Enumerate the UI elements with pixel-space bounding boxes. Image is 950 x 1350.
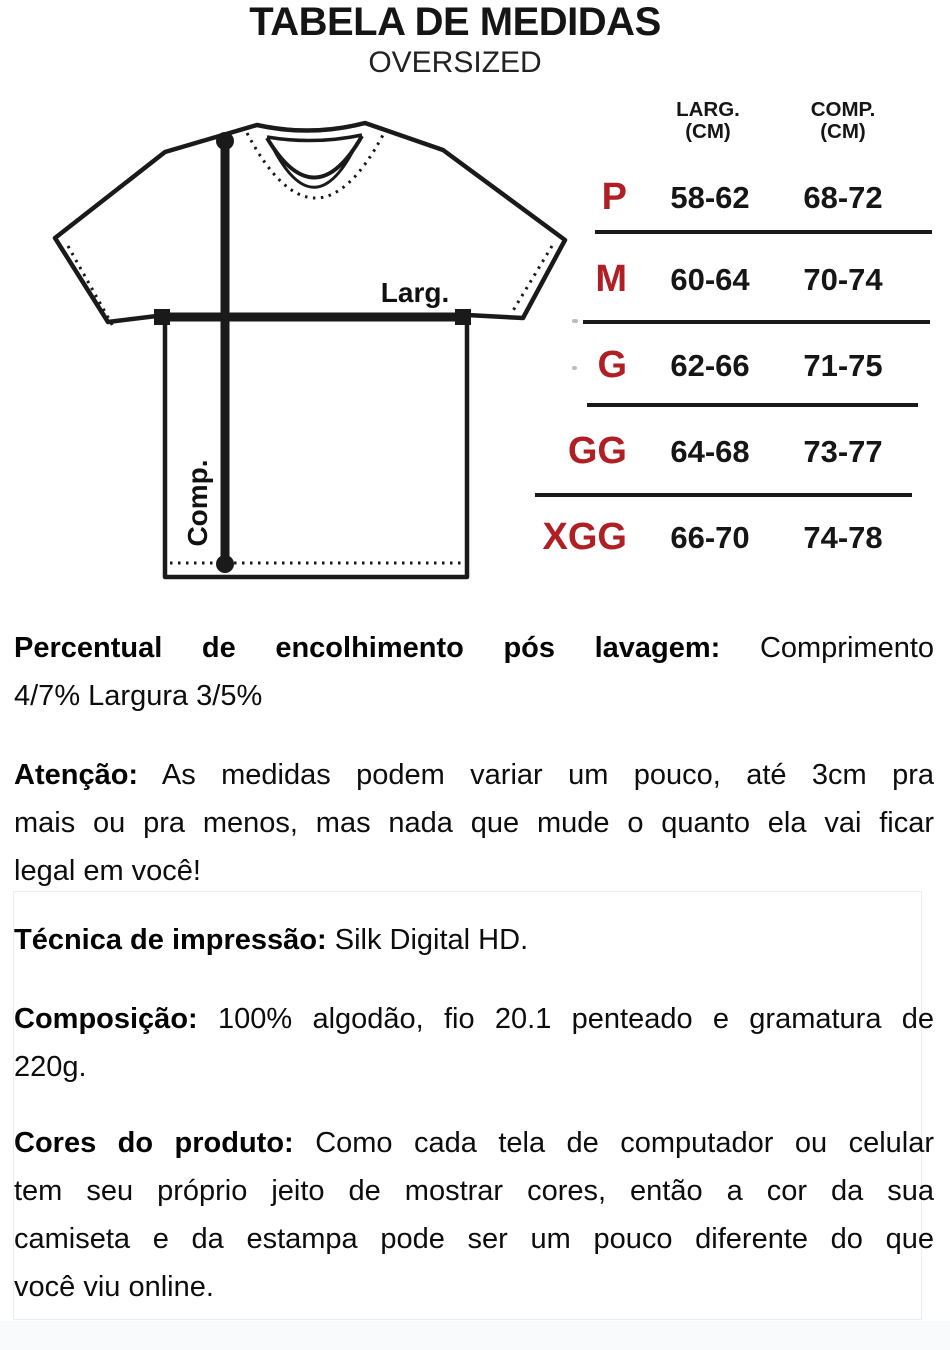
table-row-g <box>535 338 935 393</box>
colors-note-label: Cores do produto: <box>14 1127 294 1159</box>
largura-value: 62-66 <box>670 347 750 383</box>
comprimento-value: 68-72 <box>803 179 883 215</box>
technique-note-label: Técnica de impressão: <box>14 924 327 956</box>
length-measure-top-dot <box>216 132 234 150</box>
row-divider <box>583 320 930 324</box>
scan-speck <box>572 319 578 323</box>
comprimento-value: 73-77 <box>803 433 883 469</box>
composition-note-line: 220g. <box>14 1051 87 1083</box>
colors-note-line: Como cada tela de computador ou celular <box>315 1127 934 1159</box>
row-divider <box>595 230 932 234</box>
tshirt-measurement-diagram <box>30 95 590 607</box>
column-header-largura <box>648 99 768 143</box>
column-header-largura-title: LARG. <box>676 98 740 121</box>
size-label: XGG <box>542 516 627 558</box>
size-label: M <box>595 258 627 300</box>
colors-note <box>14 1119 934 1311</box>
largura-value: 58-62 <box>670 179 750 215</box>
colors-note-line: você viu online. <box>14 1271 214 1303</box>
table-row-gg <box>535 424 935 479</box>
largura-value: 66-70 <box>670 519 750 555</box>
comprimento-value: 74-78 <box>803 519 883 555</box>
colors-note-line: tem seu próprio jeito de mostrar cores, então a cor da sua <box>14 1175 934 1207</box>
column-header-comprimento-title: COMP. <box>810 98 876 121</box>
attention-note-line: As medidas podem variar um pouco, até 3cm pra <box>161 759 934 791</box>
table-row-p <box>535 170 935 225</box>
size-label: G <box>597 344 627 386</box>
attention-note-label: Atenção: <box>14 759 139 791</box>
page-title: TABELA DE MEDIDAS <box>249 0 661 44</box>
technique-note <box>14 916 934 964</box>
composition-note <box>14 995 934 1091</box>
technique-note-line: Silk Digital HD. <box>334 924 529 956</box>
width-measure-right-end <box>455 309 471 325</box>
attention-note-line: legal em você! <box>14 855 201 887</box>
attention-note-line: mais ou pra menos, mas nada que mude o quanto ela vai ficar <box>14 807 934 839</box>
row-divider <box>587 403 918 407</box>
shrinkage-note <box>14 624 934 720</box>
column-header-comprimento-unit: (CM) <box>820 120 866 143</box>
page-bottom-strip <box>0 1321 950 1350</box>
page-subtitle: OVERSIZED <box>368 46 542 79</box>
column-header-largura-unit: (CM) <box>685 120 731 143</box>
shrinkage-note-line: Comprimento <box>759 632 935 664</box>
comprimento-value: 70-74 <box>803 261 883 297</box>
composition-note-label: Composição: <box>14 1003 198 1035</box>
shrinkage-note-line: 4/7% Largura 3/5% <box>14 680 263 712</box>
size-label: P <box>601 176 627 218</box>
width-label: Larg. <box>380 277 450 308</box>
table-row-m <box>535 252 935 307</box>
colors-note-line: camiseta e da estampa pode ser um pouco diferente do que <box>14 1223 934 1255</box>
shrinkage-note-label: Percentual de encolhimento pós lavagem: <box>14 632 721 664</box>
size-label: GG <box>567 430 627 472</box>
length-measure-bottom-dot <box>216 555 234 573</box>
composition-note-line: 100% algodão, fio 20.1 penteado e gramatura de <box>217 1003 934 1035</box>
row-divider <box>535 493 912 497</box>
width-measure-left-end <box>154 309 170 325</box>
tshirt-outline-icon <box>55 123 565 577</box>
attention-note <box>14 751 934 895</box>
length-label: Comp. <box>182 459 213 547</box>
table-row-xgg <box>535 510 935 565</box>
scan-speck <box>572 366 577 370</box>
comprimento-value: 71-75 <box>803 347 883 383</box>
largura-value: 64-68 <box>670 433 750 469</box>
largura-value: 60-64 <box>670 261 750 297</box>
column-header-comprimento <box>783 99 903 143</box>
